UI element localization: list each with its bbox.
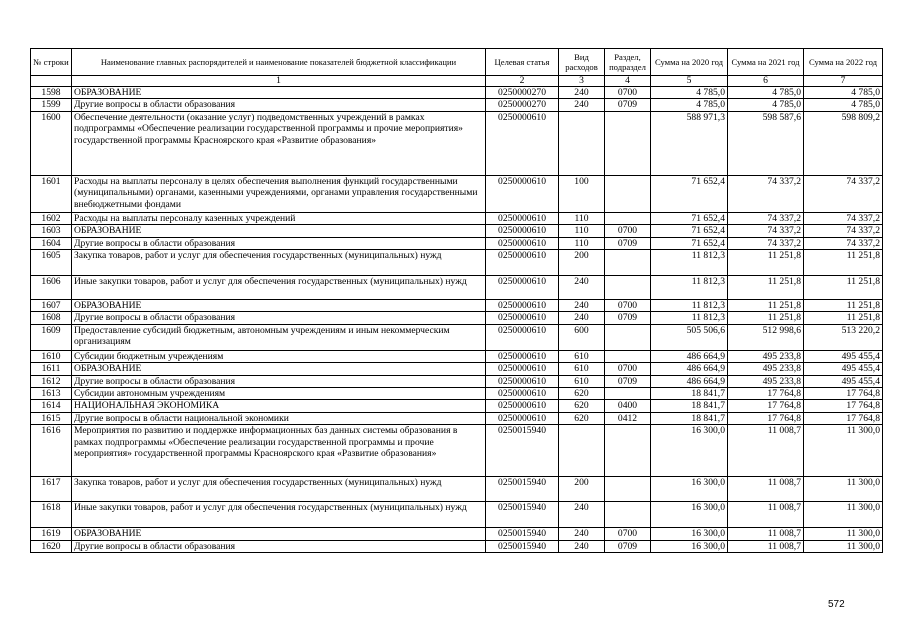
table-row xyxy=(31,412,883,424)
row-name: Мероприятия по развитию и поддержке информационных баз данных системы образования в рамках подпрограммы «Обеспечение реализации государственной программы и прочие мероприятия» государственной программы Красноярского края «Развитие образования» xyxy=(72,425,486,477)
column-number: 3 xyxy=(559,76,605,87)
row-section xyxy=(605,175,651,212)
row-section xyxy=(605,212,651,224)
row-expense-type: 200 xyxy=(559,250,605,276)
table-row xyxy=(31,111,883,175)
table-row xyxy=(31,324,883,350)
row-sum-2022: 11 300,0 xyxy=(804,540,883,552)
row-name: Закупка товаров, работ и услуг для обеспечения государственных (муниципальных) нужд xyxy=(72,250,486,276)
table-row xyxy=(31,212,883,224)
row-expense-type: 100 xyxy=(559,175,605,212)
header-exp-type: Вид расходов xyxy=(559,49,605,76)
row-sum-2020: 4 785,0 xyxy=(651,99,728,111)
row-expense-type xyxy=(559,111,605,175)
row-name: ОБРАЗОВАНИЕ xyxy=(72,363,486,375)
row-name: Расходы на выплаты персоналу в целях обеспечения выполнения функций государственными (муниципальными) органами, казенными учреждениями, органами управления государственными внебюджетными фондами xyxy=(72,175,486,212)
row-number: 1605 xyxy=(31,250,72,276)
row-target-article: 0250000610 xyxy=(486,324,559,350)
row-target-article: 0250000610 xyxy=(486,312,559,324)
row-section: 0700 xyxy=(605,363,651,375)
row-expense-type: 610 xyxy=(559,350,605,362)
row-sum-2022: 11 251,8 xyxy=(804,300,883,312)
row-expense-type: 240 xyxy=(559,540,605,552)
table-row xyxy=(31,87,883,99)
row-sum-2021: 11 008,7 xyxy=(728,425,804,477)
row-target-article: 0250000610 xyxy=(486,111,559,175)
row-section: 0709 xyxy=(605,540,651,552)
row-section: 0709 xyxy=(605,312,651,324)
row-target-article: 0250000610 xyxy=(486,388,559,400)
row-section: 0700 xyxy=(605,225,651,237)
row-number: 1608 xyxy=(31,312,72,324)
row-expense-type: 110 xyxy=(559,225,605,237)
header-sum-2021: Сумма на 2021 год xyxy=(728,49,804,76)
row-name: ОБРАЗОВАНИЕ xyxy=(72,300,486,312)
row-name: Другие вопросы в области образования xyxy=(72,237,486,249)
row-name: Другие вопросы в области образования xyxy=(72,540,486,552)
row-name: Субсидии автономным учреждениям xyxy=(72,388,486,400)
table-row xyxy=(31,300,883,312)
row-sum-2021: 11 251,8 xyxy=(728,312,804,324)
row-sum-2022: 513 220,2 xyxy=(804,324,883,350)
table-row xyxy=(31,175,883,212)
row-name: Другие вопросы в области национальной экономики xyxy=(72,412,486,424)
row-sum-2022: 598 809,2 xyxy=(804,111,883,175)
row-sum-2021: 11 251,8 xyxy=(728,300,804,312)
row-sum-2022: 74 337,2 xyxy=(804,225,883,237)
row-sum-2020: 18 841,7 xyxy=(651,400,728,412)
row-sum-2020: 486 664,9 xyxy=(651,350,728,362)
row-sum-2020: 11 812,3 xyxy=(651,312,728,324)
row-target-article: 0250000610 xyxy=(486,237,559,249)
row-target-article: 0250000610 xyxy=(486,412,559,424)
row-sum-2021: 598 587,6 xyxy=(728,111,804,175)
row-section xyxy=(605,324,651,350)
row-name: Субсидии бюджетным учреждениям xyxy=(72,350,486,362)
row-sum-2021: 74 337,2 xyxy=(728,212,804,224)
table-row xyxy=(31,425,883,477)
row-number: 1619 xyxy=(31,528,72,540)
row-target-article: 0250015940 xyxy=(486,425,559,477)
header-sum-2020: Сумма на 2020 год xyxy=(651,49,728,76)
row-target-article: 0250000610 xyxy=(486,400,559,412)
table-row xyxy=(31,312,883,324)
row-sum-2022: 74 337,2 xyxy=(804,212,883,224)
table-row xyxy=(31,375,883,387)
row-expense-type: 200 xyxy=(559,477,605,502)
row-name: Другие вопросы в области образования xyxy=(72,99,486,111)
row-name: Иные закупки товаров, работ и услуг для обеспечения государственных (муниципальных) нужд xyxy=(72,502,486,528)
table-row xyxy=(31,528,883,540)
column-number-row xyxy=(31,76,883,87)
row-sum-2020: 16 300,0 xyxy=(651,528,728,540)
table-row xyxy=(31,225,883,237)
row-name: Иные закупки товаров, работ и услуг для обеспечения государственных (муниципальных) нужд xyxy=(72,276,486,300)
row-sum-2020: 4 785,0 xyxy=(651,87,728,99)
row-sum-2022: 17 764,8 xyxy=(804,412,883,424)
row-number: 1604 xyxy=(31,237,72,249)
row-sum-2022: 74 337,2 xyxy=(804,237,883,249)
row-sum-2022: 11 300,0 xyxy=(804,477,883,502)
row-name: Другие вопросы в области образования xyxy=(72,312,486,324)
row-sum-2020: 486 664,9 xyxy=(651,363,728,375)
row-section: 0709 xyxy=(605,237,651,249)
row-expense-type: 620 xyxy=(559,412,605,424)
column-number xyxy=(31,76,72,87)
row-section xyxy=(605,111,651,175)
row-sum-2020: 16 300,0 xyxy=(651,540,728,552)
row-target-article: 0250000270 xyxy=(486,87,559,99)
row-expense-type: 240 xyxy=(559,300,605,312)
row-target-article: 0250000270 xyxy=(486,99,559,111)
table-row xyxy=(31,388,883,400)
row-target-article: 0250000610 xyxy=(486,363,559,375)
row-target-article: 0250015940 xyxy=(486,540,559,552)
table-row xyxy=(31,250,883,276)
row-sum-2020: 71 652,4 xyxy=(651,225,728,237)
row-sum-2020: 11 812,3 xyxy=(651,250,728,276)
row-target-article: 0250000610 xyxy=(486,225,559,237)
row-sum-2021: 74 337,2 xyxy=(728,225,804,237)
row-name: Другие вопросы в области образования xyxy=(72,375,486,387)
row-target-article: 0250015940 xyxy=(486,477,559,502)
header-sum-2022: Сумма на 2022 год xyxy=(804,49,883,76)
row-sum-2020: 71 652,4 xyxy=(651,175,728,212)
row-section xyxy=(605,425,651,477)
row-section: 0400 xyxy=(605,400,651,412)
row-target-article: 0250000610 xyxy=(486,175,559,212)
row-number: 1602 xyxy=(31,212,72,224)
row-sum-2020: 11 812,3 xyxy=(651,276,728,300)
row-sum-2021: 11 008,7 xyxy=(728,528,804,540)
header-row xyxy=(31,49,883,76)
row-sum-2022: 495 455,4 xyxy=(804,363,883,375)
table-row xyxy=(31,363,883,375)
row-number: 1612 xyxy=(31,375,72,387)
column-number: 5 xyxy=(651,76,728,87)
row-sum-2021: 11 008,7 xyxy=(728,502,804,528)
header-section: Раздел, подраздел xyxy=(605,49,651,76)
row-sum-2022: 495 455,4 xyxy=(804,375,883,387)
row-sum-2020: 16 300,0 xyxy=(651,502,728,528)
row-expense-type: 610 xyxy=(559,363,605,375)
row-expense-type: 240 xyxy=(559,87,605,99)
table-body xyxy=(31,87,883,553)
row-sum-2020: 11 812,3 xyxy=(651,300,728,312)
row-sum-2020: 505 506,6 xyxy=(651,324,728,350)
row-sum-2022: 11 300,0 xyxy=(804,528,883,540)
row-sum-2021: 11 251,8 xyxy=(728,276,804,300)
row-section xyxy=(605,502,651,528)
row-name: НАЦИОНАЛЬНАЯ ЭКОНОМИКА xyxy=(72,400,486,412)
row-sum-2021: 4 785,0 xyxy=(728,99,804,111)
table-row xyxy=(31,502,883,528)
row-section: 0709 xyxy=(605,99,651,111)
table-row xyxy=(31,237,883,249)
row-expense-type: 240 xyxy=(559,312,605,324)
row-name: Обеспечение деятельности (оказание услуг) подведомственных учреждений в рамках подпрограммы «Обеспечение реализации государственной программы и прочие мероприятия» государственной программы Красноярского края «Развитие образования» xyxy=(72,111,486,175)
row-number: 1607 xyxy=(31,300,72,312)
row-expense-type: 110 xyxy=(559,212,605,224)
row-sum-2022: 11 251,8 xyxy=(804,276,883,300)
row-target-article: 0250000610 xyxy=(486,375,559,387)
row-sum-2022: 11 300,0 xyxy=(804,502,883,528)
header-row-no: № строки xyxy=(31,49,72,76)
row-sum-2022: 4 785,0 xyxy=(804,87,883,99)
row-sum-2022: 4 785,0 xyxy=(804,99,883,111)
row-sum-2020: 71 652,4 xyxy=(651,237,728,249)
row-expense-type xyxy=(559,425,605,477)
row-expense-type: 110 xyxy=(559,237,605,249)
table-row xyxy=(31,276,883,300)
row-number: 1599 xyxy=(31,99,72,111)
header-name: Наименование главных распорядителей и наименование показателей бюджетной классификации xyxy=(72,49,486,76)
column-number: 6 xyxy=(728,76,804,87)
row-sum-2021: 495 233,8 xyxy=(728,375,804,387)
row-sum-2020: 486 664,9 xyxy=(651,375,728,387)
row-expense-type: 600 xyxy=(559,324,605,350)
row-number: 1614 xyxy=(31,400,72,412)
row-number: 1617 xyxy=(31,477,72,502)
row-number: 1610 xyxy=(31,350,72,362)
row-section: 0700 xyxy=(605,528,651,540)
row-number: 1603 xyxy=(31,225,72,237)
table-row xyxy=(31,477,883,502)
row-sum-2020: 588 971,3 xyxy=(651,111,728,175)
row-sum-2022: 11 251,8 xyxy=(804,312,883,324)
row-expense-type: 240 xyxy=(559,502,605,528)
row-target-article: 0250000610 xyxy=(486,300,559,312)
row-sum-2020: 71 652,4 xyxy=(651,212,728,224)
row-target-article: 0250015940 xyxy=(486,502,559,528)
row-number: 1616 xyxy=(31,425,72,477)
budget-table xyxy=(30,48,883,553)
row-number: 1611 xyxy=(31,363,72,375)
row-sum-2022: 74 337,2 xyxy=(804,175,883,212)
column-number: 2 xyxy=(486,76,559,87)
row-sum-2021: 74 337,2 xyxy=(728,175,804,212)
row-sum-2021: 11 008,7 xyxy=(728,540,804,552)
page-number: 572 xyxy=(828,599,845,610)
row-sum-2021: 17 764,8 xyxy=(728,400,804,412)
column-number: 7 xyxy=(804,76,883,87)
row-name: Закупка товаров, работ и услуг для обеспечения государственных (муниципальных) нужд xyxy=(72,477,486,502)
column-number: 4 xyxy=(605,76,651,87)
row-sum-2021: 17 764,8 xyxy=(728,412,804,424)
table-row xyxy=(31,540,883,552)
row-sum-2022: 495 455,4 xyxy=(804,350,883,362)
row-sum-2020: 18 841,7 xyxy=(651,412,728,424)
row-number: 1609 xyxy=(31,324,72,350)
row-sum-2021: 512 998,6 xyxy=(728,324,804,350)
row-number: 1600 xyxy=(31,111,72,175)
row-sum-2021: 495 233,8 xyxy=(728,363,804,375)
row-section: 0709 xyxy=(605,375,651,387)
row-sum-2022: 17 764,8 xyxy=(804,388,883,400)
table-row xyxy=(31,350,883,362)
row-expense-type: 620 xyxy=(559,400,605,412)
row-number: 1618 xyxy=(31,502,72,528)
row-name: ОБРАЗОВАНИЕ xyxy=(72,225,486,237)
row-number: 1615 xyxy=(31,412,72,424)
row-section xyxy=(605,388,651,400)
row-sum-2020: 18 841,7 xyxy=(651,388,728,400)
row-expense-type: 240 xyxy=(559,528,605,540)
row-section: 0700 xyxy=(605,87,651,99)
row-sum-2021: 11 251,8 xyxy=(728,250,804,276)
row-name: ОБРАЗОВАНИЕ xyxy=(72,528,486,540)
row-sum-2021: 11 008,7 xyxy=(728,477,804,502)
row-sum-2022: 17 764,8 xyxy=(804,400,883,412)
row-name: Предоставление субсидий бюджетным, автономным учреждениям и иным некоммерческим организациям xyxy=(72,324,486,350)
row-sum-2021: 17 764,8 xyxy=(728,388,804,400)
row-name: ОБРАЗОВАНИЕ xyxy=(72,87,486,99)
row-sum-2020: 16 300,0 xyxy=(651,477,728,502)
row-target-article: 0250000610 xyxy=(486,212,559,224)
row-number: 1598 xyxy=(31,87,72,99)
row-sum-2022: 11 300,0 xyxy=(804,425,883,477)
row-expense-type: 610 xyxy=(559,375,605,387)
table-row xyxy=(31,99,883,111)
row-section xyxy=(605,477,651,502)
row-sum-2021: 495 233,8 xyxy=(728,350,804,362)
row-expense-type: 240 xyxy=(559,276,605,300)
row-expense-type: 240 xyxy=(559,99,605,111)
row-number: 1606 xyxy=(31,276,72,300)
column-number: 1 xyxy=(72,76,486,87)
row-target-article: 0250015940 xyxy=(486,528,559,540)
row-section xyxy=(605,276,651,300)
row-expense-type: 620 xyxy=(559,388,605,400)
header-target: Целевая статья xyxy=(486,49,559,76)
row-sum-2022: 11 251,8 xyxy=(804,250,883,276)
row-sum-2021: 74 337,2 xyxy=(728,237,804,249)
table-row xyxy=(31,400,883,412)
row-number: 1601 xyxy=(31,175,72,212)
row-number: 1613 xyxy=(31,388,72,400)
row-section: 0412 xyxy=(605,412,651,424)
row-section: 0700 xyxy=(605,300,651,312)
row-section xyxy=(605,350,651,362)
row-target-article: 0250000610 xyxy=(486,250,559,276)
row-number: 1620 xyxy=(31,540,72,552)
row-sum-2020: 16 300,0 xyxy=(651,425,728,477)
row-name: Расходы на выплаты персоналу казенных учреждений xyxy=(72,212,486,224)
row-sum-2021: 4 785,0 xyxy=(728,87,804,99)
row-target-article: 0250000610 xyxy=(486,350,559,362)
row-section xyxy=(605,250,651,276)
row-target-article: 0250000610 xyxy=(486,276,559,300)
